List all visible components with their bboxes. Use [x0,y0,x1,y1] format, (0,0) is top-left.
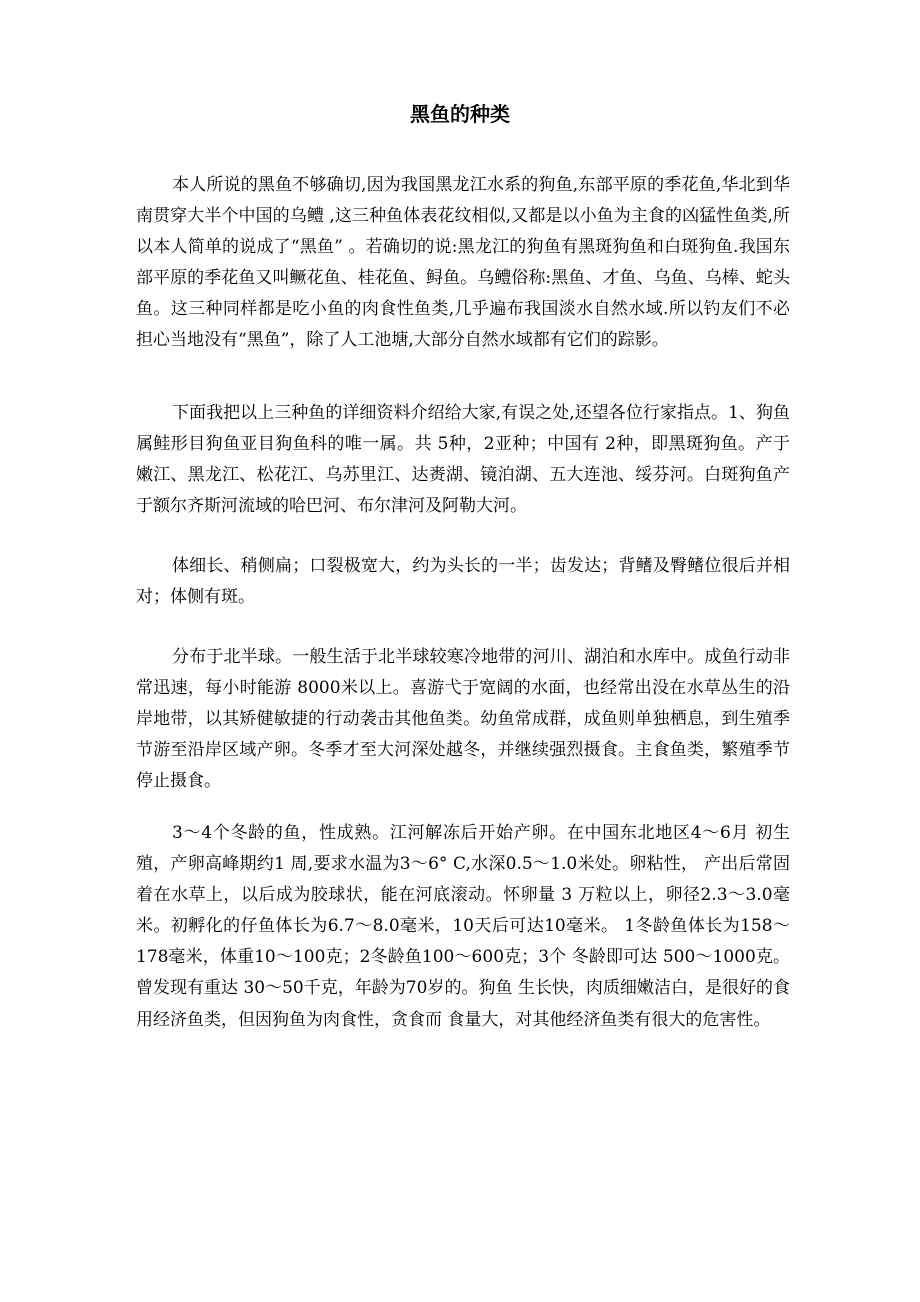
document-title: 黑鱼的种类 [410,102,510,126]
paragraph-pike-body: 体细长、稍侧扁；口裂极宽大，约为头长的一半；齿发达；背鳍及臀鳍位很后并相对；体侧有斑。 [136,556,790,608]
paragraph-intro: 本人所说的黑鱼不够确切,因为我国黑龙江水系的狗鱼,东部平原的季花鱼,华北到华南贯穿大半个中国的乌鳢 ,这三种鱼体表花纹相似,又都是以小鱼为主食的凶猛性鱼类,所以本人简单的说成了“黑鱼” 。若确切的说:黑龙江的狗鱼有黑斑狗鱼和白斑狗鱼.我国东部平原的季花鱼又叫鳜花鱼、桂花鱼、鲟鱼。乌鳢俗称:黑鱼、才鱼、乌鱼、乌棒、蛇头鱼。这三种同样都是吃小鱼的肉食性鱼类,几乎遍布我国淡水自然水域.所以钓友们不必担心当地没有“黑鱼”，除了人工池塘,大部分自然水域都有它们的踪影。 [136,175,790,351]
paragraph-pike-reproduction: 3～4个冬龄的鱼，性成熟。江河解冻后开始产卵。在中国东北地区4～6月 初生殖，产卵高峰期约1 周,要求水温为3～6° C,水深0.5～1.0米处。卵粘性， 产出后常固着在水草上，以后成为胶球状，能在河底滚动。怀卵量 3 万粒以上，卵径2.3～3.0毫米。初孵化的仔鱼体长为6.7～8.0毫米，10天后可达10毫米。 1冬龄鱼体长为158～178毫米，体重10～100克；2冬龄鱼100～600克；3个 冬龄即可达 500～1000克。曾发现有重达 30～50千克，年龄为70岁的。狗鱼 生长快，肉质细嫩洁白，是很好的食用经济鱼类，但因狗鱼为肉食性，贪食而 食量大，对其他经济鱼类有很大的危害性。 [136,823,790,1030]
paragraph-pike-distribution: 分布于北半球。一般生活于北半球较寒冷地带的河川、湖泊和水库中。成鱼行动非常迅速，每小时能游 8000米以上。喜游弋于宽阔的水面，也经常出没在水草丛生的沿岸地带，以其矫健敏捷的行动袭击其他鱼类。幼鱼常成群，成鱼则单独栖息，到生殖季节游至沿岸区域产卵。冬季才至大河深处越冬，并继续强烈摄食。主食鱼类，繁殖季节停止摄食。 [136,647,790,792]
paragraph-pike-overview: 下面我把以上三种鱼的详细资料介绍给大家,有误之处,还望各位行家指点。1、狗鱼属鲑形目狗鱼亚目狗鱼科的唯一属。共 5种，2亚种；中国有 2种，即黑斑狗鱼。产于嫩江、黑龙江、松花江、乌苏里江、达赉湖、镜泊湖、五大连池、绥芬河。白斑狗鱼产于额尔齐斯河流域的哈巴河、布尔津河及阿勒大河。 [136,403,790,517]
